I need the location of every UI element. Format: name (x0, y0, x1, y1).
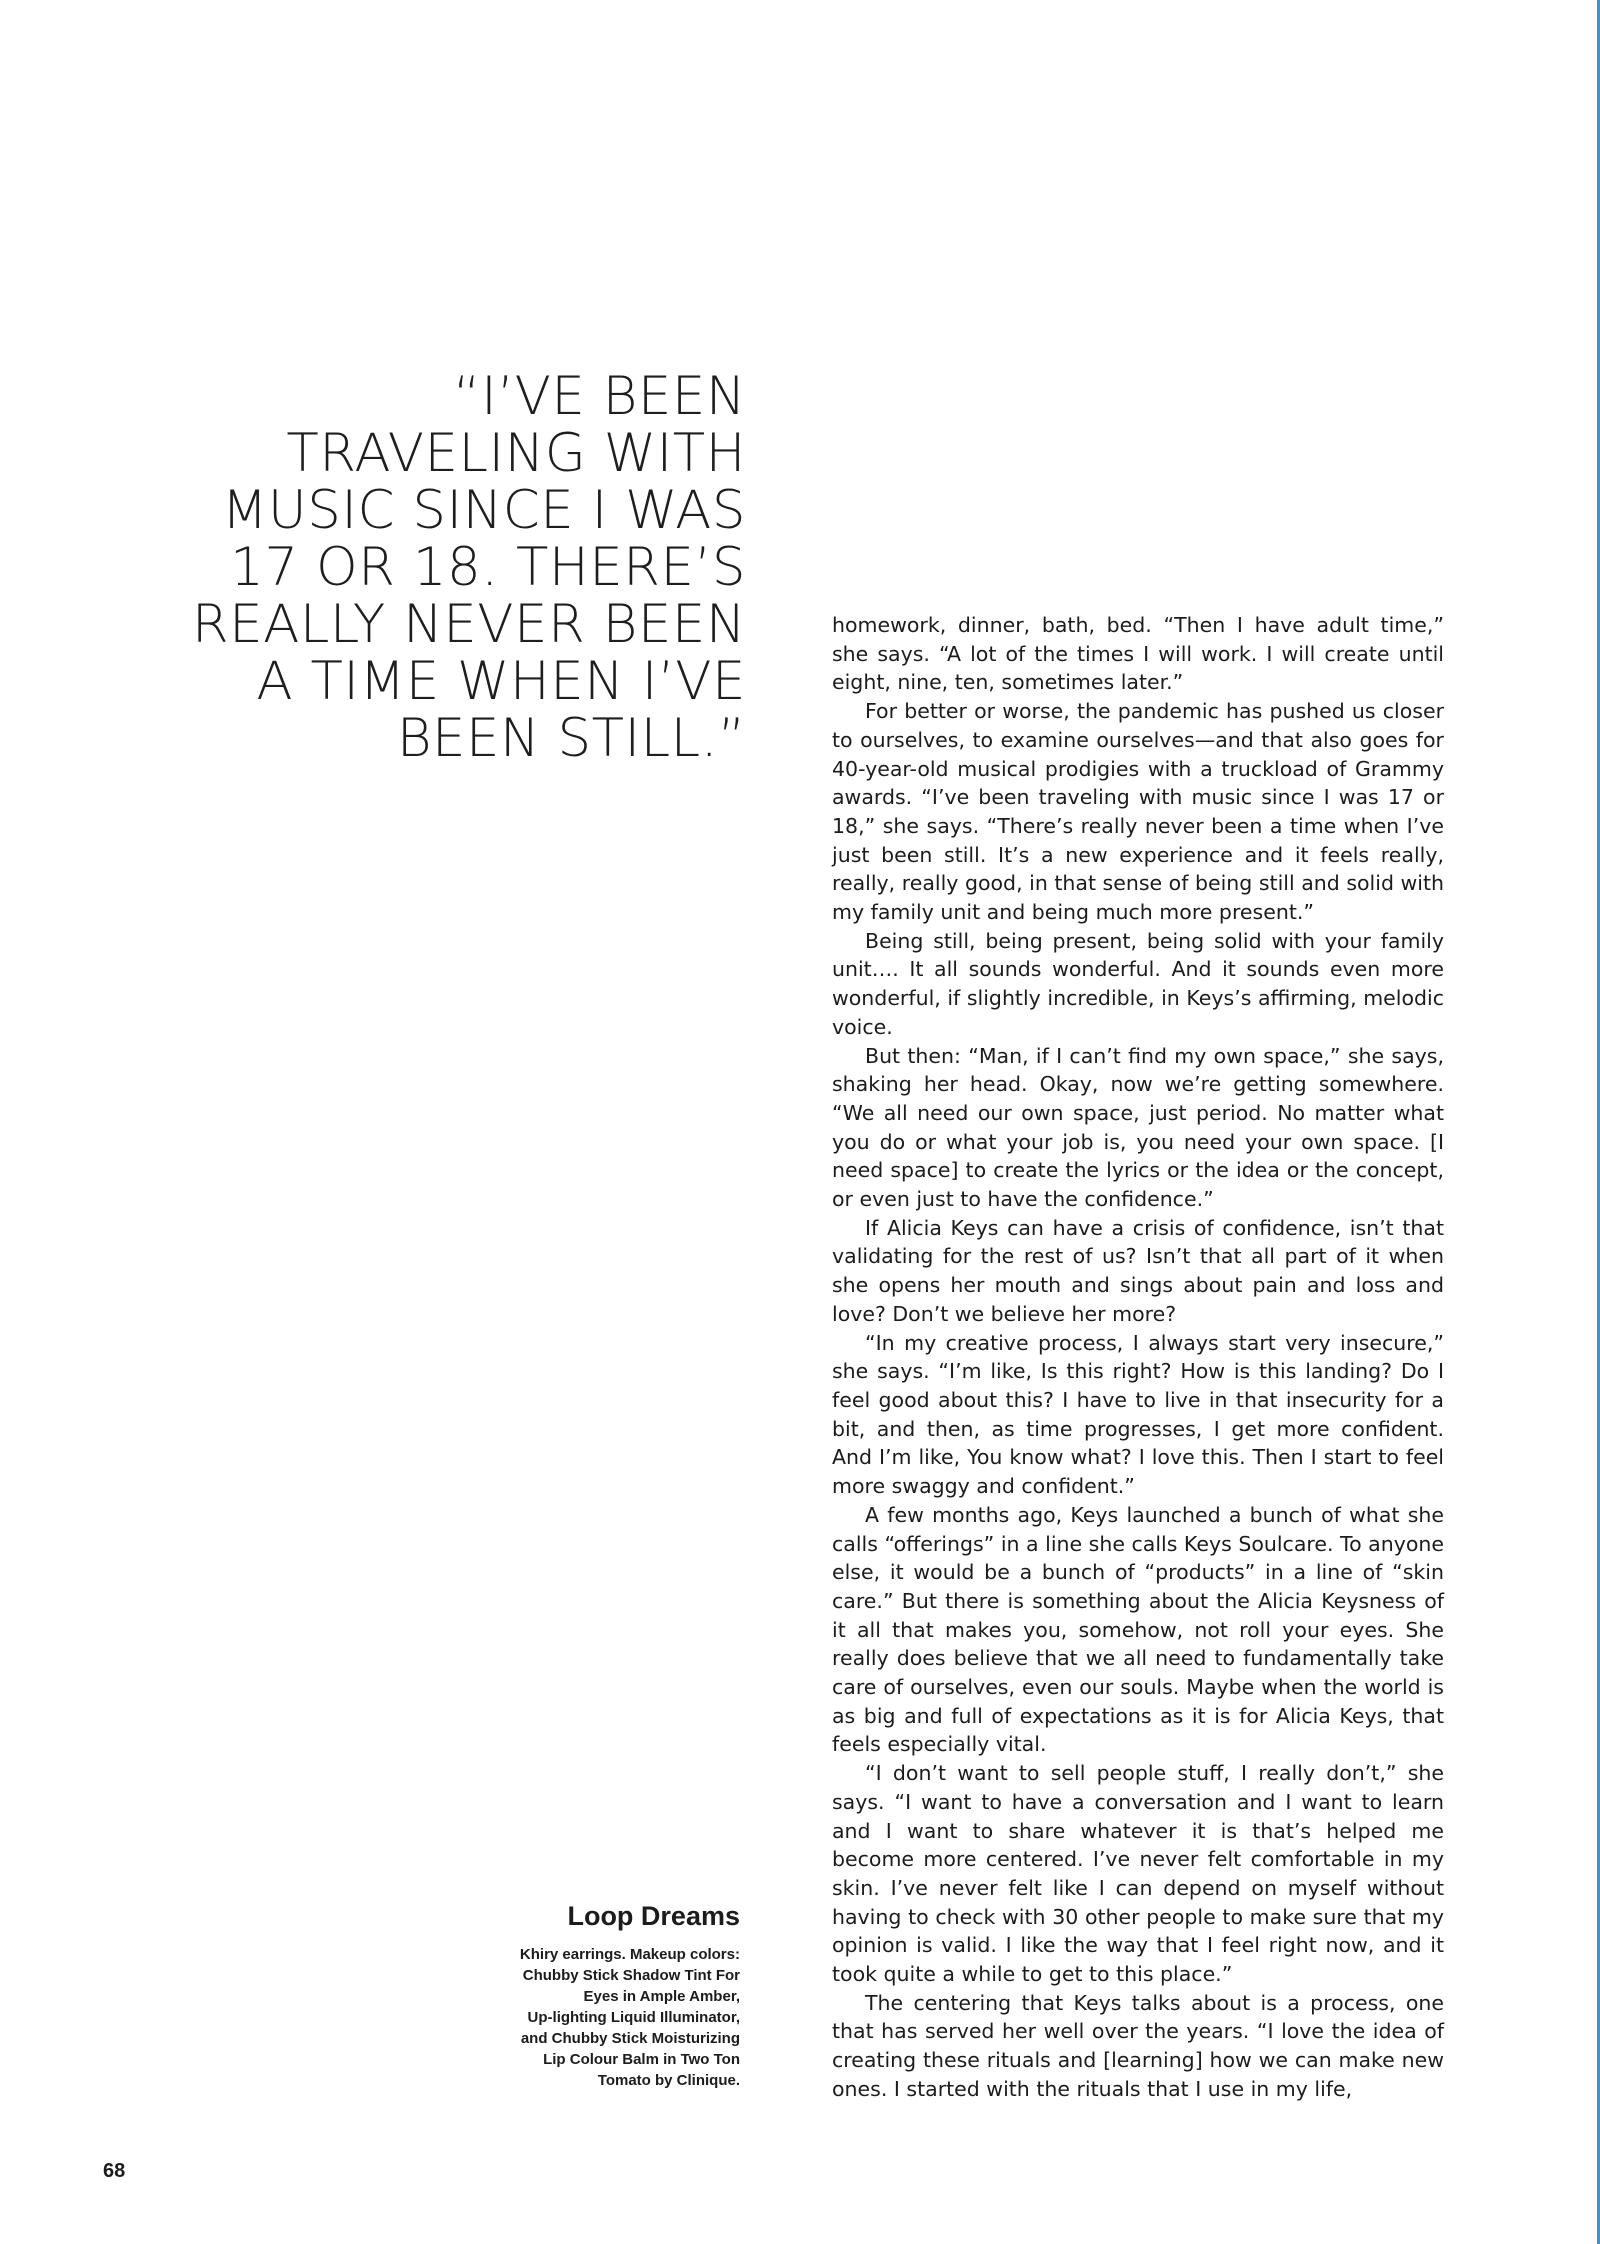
pull-quote-line: 17 OR 18. THERE’S (230, 537, 746, 598)
caption-line: Up-lighting Liquid Illuminator, (527, 2009, 740, 2026)
caption-title: Loop Dreams (567, 1901, 740, 1931)
caption-line: and Chubby Stick Moisturizing (520, 2030, 740, 2047)
pull-quote-line: BEEN STILL.” (396, 708, 746, 769)
article-paragraph: The centering that Keys talks about is a process, one that has served her well over the years. “I love the idea of creating these rituals and [learning] how we can make new ones. I started with the rituals that I use in my life, (832, 1990, 1444, 2101)
pull-quote-line: “I’VE BEEN (453, 366, 746, 427)
pull-quote-line: A TIME WHEN I’VE (256, 651, 746, 712)
article-paragraph: But then: “Man, if I can’t find my own space,” she says, shaking her head. Okay, now we’re getting somewhere. “We all need our own space, just period. No matter what you do or what your job is, you need your own space. [I need space] to create the lyrics or the idea or the concept, or even just to have the confidence.” (832, 1043, 1444, 1212)
caption-line: Tomato by Clinique. (597, 2072, 740, 2089)
caption-line: Eyes in Ample Amber, (583, 1988, 740, 2005)
article-paragraph: “In my creative process, I always start very insecure,” she says. “I’m like, Is this right? How is this landing? Do I feel good about this? I have to live in that insecurity for a bit, and then, as time progresses, I get more confident. And I’m like, You know what? I love this. Then I start to feel more swaggy and confident.” (832, 1330, 1444, 1499)
photo-caption (440, 1898, 740, 2091)
article-paragraph: For better or worse, the pandemic has pushed us closer to ourselves, to examine ourselves—and that also goes for 40-year-old musical prodigies with a truckload of Grammy awards. “I’ve been traveling with music since I was 17 or 18,” she says. “There’s really never been a time when I’ve just been still. It’s a new experience and it feels really, really, really good, in that sense of being still and solid with my family unit and being much more present.” (832, 699, 1444, 925)
article-paragraph: A few months ago, Keys launched a bunch of what she calls “offerings” in a line she calls Keys Soulcare. To anyone else, it would be a bunch of “products” in a line of “skin care.” But there is something about the Alicia Keysness of it all that makes you, somehow, not roll your eyes. She really does believe that we all need to fundamentally take care of ourselves, even our souls. Maybe when the world is as big and full of expectations as it is for Alicia Keys, that feels especially vital. (832, 1502, 1444, 1757)
article-paragraph: If Alicia Keys can have a crisis of confidence, isn’t that validating for the rest of us? Isn’t that all part of it when she opens her mouth and sings about pain and loss and love? Don’t we believe her more? (832, 1215, 1444, 1326)
pull-quote-line: REALLY NEVER BEEN (191, 594, 746, 655)
caption-line: Khiry earrings. Makeup colors: (519, 1946, 740, 1963)
caption-body (440, 1944, 740, 2091)
article-paragraph: Being still, being present, being solid with your family unit…. It all sounds wonderful. And it sounds even more wonderful, if slightly incredible, in Keys’s affirming, melodic voice. (832, 928, 1444, 1039)
article-body (832, 611, 1444, 2104)
pull-quote-line: MUSIC SINCE I WAS (221, 480, 746, 541)
pull-quote (160, 368, 746, 767)
article-paragraph: homework, dinner, bath, bed. “Then I have adult time,” she says. “A lot of the times I will work. I will create until eight, nine, ten, sometimes later.” (832, 613, 1444, 695)
caption-line: Lip Colour Balm in Two Ton (543, 2051, 740, 2068)
article-paragraph: “I don’t want to sell people stuff, I really don’t,” she says. “I want to have a conversation and I want to learn and I want to share whatever it is that’s helped me become more centered. I’ve never felt comfortable in my skin. I’ve never felt like I can depend on myself without having to check with 30 other people to make sure that my opinion is valid. I like the way that I feel right now, and it took quite a while to get to this place.” (832, 1761, 1444, 1987)
page-number: 68 (103, 2160, 126, 2182)
pull-quote-line: TRAVELING WITH (286, 423, 746, 484)
caption-line: Chubby Stick Shadow Tint For (522, 1967, 740, 1984)
